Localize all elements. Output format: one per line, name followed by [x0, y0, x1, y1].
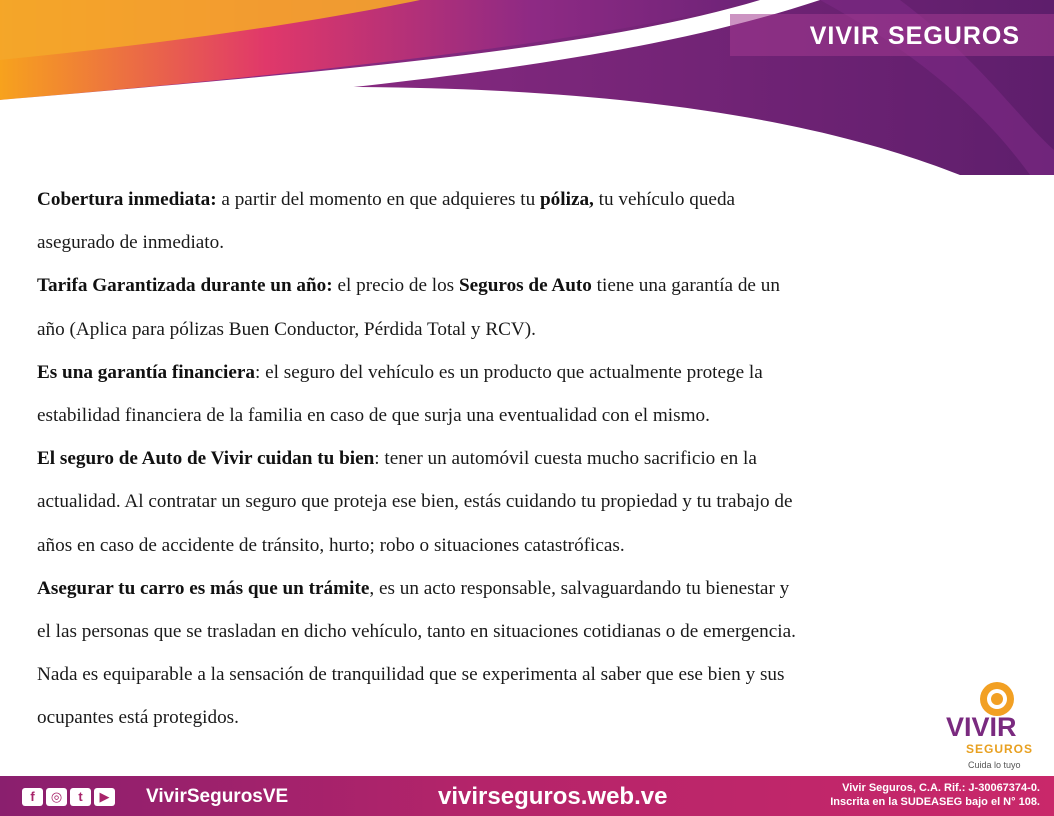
paragraph-4-line-2 [37, 480, 1007, 523]
twitter-icon[interactable]: t [70, 788, 91, 806]
header-banner [0, 0, 1054, 175]
text-run: años en caso de accidente de tránsito, hurto; robo o situaciones catastróficas. [37, 534, 625, 556]
text-run: Nada es equiparable a la sensación de tranquilidad que se experimenta al saber que ese bien y sus [37, 664, 785, 686]
text-run: ocupantes está protegidos. [37, 707, 239, 729]
brand-title: VIVIR SEGUROS [809, 22, 1020, 50]
youtube-icon[interactable]: ▶ [94, 788, 115, 806]
text-run: tu vehículo queda [593, 189, 736, 210]
legal-line-1: Vivir Seguros, C.A. Rif.: J-30067374-0. [842, 782, 1040, 794]
paragraph-5-line-2 [37, 610, 1007, 653]
bold-text: Cobertura inmediata: [37, 189, 217, 210]
text-run: tiene una garantía de un [591, 275, 780, 297]
bold-text: póliza, [540, 189, 594, 210]
paragraph-3-line-1 [37, 351, 1007, 394]
text-run: , es un acto responsable, salvaguardando tu bienestar y [369, 577, 790, 599]
social-icons [22, 788, 115, 806]
paragraph-2-line-1 [37, 264, 1007, 307]
bold-text: Es una garantía financiera [37, 361, 256, 383]
social-handle[interactable]: VivirSegurosVE [146, 786, 289, 807]
logo-word: VIVIR [946, 712, 1017, 742]
paragraph-4-line-3 [37, 524, 1007, 567]
paragraph-1-line-2 [37, 221, 1007, 264]
paragraph-3-line-2 [37, 394, 1007, 437]
facebook-icon[interactable]: f [22, 788, 43, 806]
paragraph-2-line-2 [37, 308, 1007, 351]
paragraph-4-line-1 [37, 437, 1007, 480]
text-run: el precio de los [332, 275, 459, 297]
footer-bar [0, 776, 1054, 816]
logo-tagline: Cuida lo tuyo [968, 760, 1021, 770]
logo-sub: SEGUROS [966, 742, 1034, 756]
company-logo [942, 676, 1050, 776]
text-run: estabilidad financiera de la familia en caso de que surja una eventualidad con el mismo. [37, 405, 710, 427]
paragraph-5-line-1 [37, 567, 1007, 610]
text-run: actualidad. Al contratar un seguro que proteja ese bien, estás cuidando tu propiedad y tu trabajo de [37, 491, 793, 513]
paragraph-5-line-4 [37, 696, 1007, 739]
text-run: a partir del momento en que adquieres tu [216, 189, 541, 210]
website-link[interactable]: vivirseguros.web.ve [438, 783, 668, 810]
paragraph-5-line-3 [37, 653, 1007, 696]
text-run: : el seguro del vehículo es un producto que actualmente protege la [255, 361, 763, 383]
bold-text: El seguro de Auto de Vivir cuidan tu bien [37, 448, 375, 470]
bold-text: Seguros de Auto [458, 275, 592, 297]
document-body [37, 178, 1007, 740]
text-run: asegurado de inmediato. [37, 232, 225, 254]
text-run: : tener un automóvil cuesta mucho sacrificio en la [374, 448, 757, 470]
text-run: el las personas que se trasladan en dicho vehículo, tanto en situaciones cotidianas o de emergencia. [37, 621, 796, 643]
instagram-icon[interactable]: ◎ [46, 788, 67, 806]
text-run: año (Aplica para pólizas Buen Conductor, Pérdida Total y RCV). [37, 318, 536, 340]
paragraph-1-line-1 [37, 178, 1007, 221]
bold-text: Asegurar tu carro es más que un trámite [37, 577, 370, 599]
legal-text [802, 781, 1040, 809]
legal-line-2: Inscrita en la SUDEASEG bajo el N° 108. [830, 796, 1040, 808]
bold-text: Tarifa Garantizada durante un año: [37, 275, 333, 297]
